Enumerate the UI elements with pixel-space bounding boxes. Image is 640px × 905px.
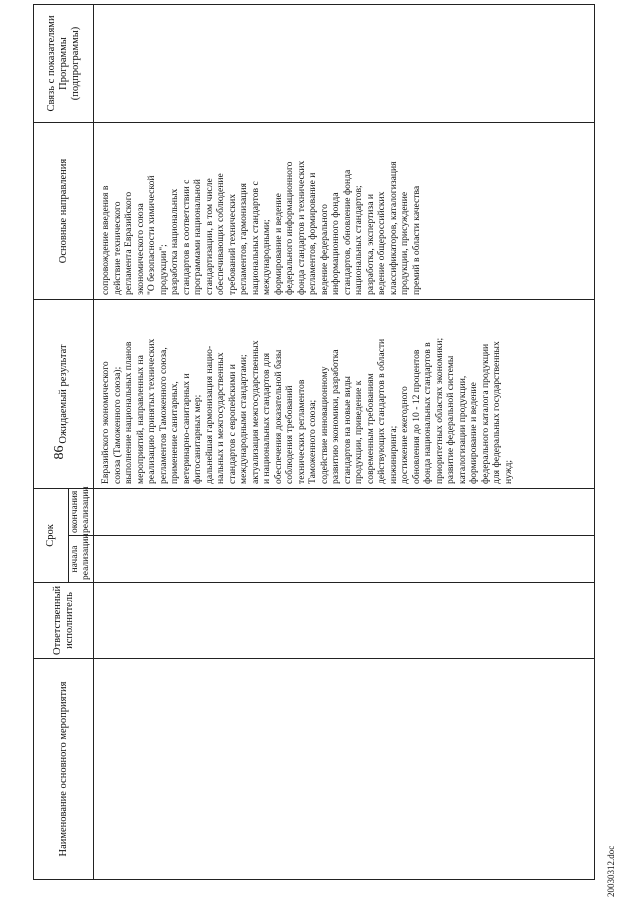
result-line: применение санитарных, bbox=[169, 381, 180, 484]
cell-executor bbox=[94, 583, 595, 659]
result-line: фитосанитарных мер; bbox=[192, 394, 203, 484]
result-line: союза (Таможенного союза); bbox=[111, 366, 123, 484]
result-line: продукции, приведение к bbox=[353, 380, 364, 484]
result-line: современным требованиям bbox=[364, 373, 376, 484]
page-number: 86 bbox=[52, 445, 67, 460]
result-line: инжиниринга; bbox=[387, 425, 399, 484]
result-line: соблюдения требований bbox=[284, 385, 295, 484]
result-line: актуализация межгосударственных bbox=[249, 340, 261, 484]
result-line: ветеринарно-санитарных и bbox=[180, 373, 192, 484]
header-program-link: Связь с показателями Программы (подпрограммы) bbox=[34, 4, 94, 122]
header-term-start: начала реализации bbox=[69, 536, 94, 583]
direction-line: стандартизации, в том числе bbox=[203, 178, 215, 295]
result-line: стандартов с европейскими и bbox=[226, 364, 238, 484]
result-line: каталогизации продукции, bbox=[456, 375, 468, 484]
direction-line: классификаторов, каталогизация bbox=[387, 161, 399, 295]
direction-line: премий в области качества bbox=[410, 185, 422, 295]
direction-line: разработка, экспертиза и bbox=[364, 194, 376, 295]
result-line: фонда национальных стандартов в bbox=[422, 342, 433, 484]
result-line: развитию экономики, разработка bbox=[330, 349, 341, 484]
result-line: действующих стандартов в области bbox=[376, 338, 387, 484]
result-line: нужд; bbox=[502, 460, 514, 484]
cell-term-start bbox=[94, 536, 595, 583]
result-line: обновления до 10 - 12 процентов bbox=[410, 349, 422, 484]
result-line: технических регламентов bbox=[295, 379, 307, 484]
result-line: нальных и межгосударственных bbox=[215, 352, 226, 484]
direction-line: регламента Евразийского bbox=[123, 191, 134, 295]
result-line: Евразийского экономического bbox=[100, 361, 111, 484]
result-line: международными стандартами; bbox=[238, 354, 249, 484]
header-expected-result: Ожидаемый результат bbox=[34, 299, 94, 488]
direction-line: ведение федерального bbox=[318, 204, 330, 295]
result-line: мероприятий, направленных на bbox=[134, 355, 146, 484]
cell-measure-name bbox=[94, 659, 595, 880]
header-main-directions: Основные направления bbox=[34, 122, 94, 299]
result-line: достижение ежегодного bbox=[399, 386, 410, 484]
result-line: обеспечения доказательной базы bbox=[272, 349, 284, 484]
direction-line: ведение общероссийских bbox=[376, 191, 387, 295]
direction-line: стандартов в соответствии с bbox=[180, 179, 192, 295]
direction-line: разработка национальных bbox=[169, 188, 180, 295]
result-line: и национальных стандартов для bbox=[261, 352, 272, 484]
header-term-end: окончания реализации bbox=[69, 488, 94, 535]
direction-line: действие технического bbox=[111, 201, 123, 295]
result-line: для федеральных государственных bbox=[491, 341, 502, 484]
result-line: Таможенного союза; bbox=[307, 399, 318, 484]
measures-table bbox=[33, 4, 595, 880]
direction-line: продукции"; bbox=[157, 244, 169, 295]
result-line: выполнение национальных планов bbox=[123, 341, 134, 484]
header-measure-name: Наименование основного мероприятия bbox=[34, 659, 94, 880]
direction-line: "О безопасности химической bbox=[146, 175, 157, 295]
direction-line: информационного фонда bbox=[330, 192, 341, 295]
direction-line: фонда стандартов и технических bbox=[295, 160, 307, 295]
result-line: регламентов Таможенного союза, bbox=[157, 347, 169, 484]
direction-line: продукции, присуждение bbox=[399, 191, 410, 295]
direction-line: сопровождение введения в bbox=[100, 185, 111, 295]
document-code: 20030312.doc bbox=[606, 845, 616, 897]
direction-line: регламентов, формирование и bbox=[307, 172, 318, 295]
direction-line: стандартов, обновление фонда bbox=[341, 169, 353, 295]
cell-program-link bbox=[94, 4, 595, 122]
direction-line: экономического союза bbox=[134, 203, 146, 295]
result-line: развитие федеральной системы bbox=[445, 355, 456, 484]
result-line: формирование и ведение bbox=[468, 382, 479, 484]
direction-line: формирование и ведение bbox=[272, 193, 284, 295]
result-line: реализацию принятых технических bbox=[146, 338, 157, 484]
direction-line: национальных стандартов с bbox=[249, 181, 261, 295]
cell-main-directions bbox=[94, 122, 595, 299]
header-term: Срок bbox=[34, 488, 69, 582]
cell-expected-result bbox=[94, 299, 595, 488]
result-line: федерального каталога продукции bbox=[479, 343, 491, 484]
direction-line: регламентов, гармонизация bbox=[238, 183, 249, 295]
result-line: дальнейшая гармонизация нацио- bbox=[203, 345, 215, 484]
cell-term-end bbox=[94, 488, 595, 535]
table-row bbox=[94, 4, 595, 879]
result-line: стандартов на новые виды bbox=[341, 376, 353, 484]
header-executor: Ответственный исполнитель bbox=[34, 583, 94, 659]
direction-line: международными; bbox=[261, 219, 272, 295]
result-line: содействие инновационному bbox=[318, 366, 330, 484]
direction-line: программами национальной bbox=[192, 179, 203, 295]
direction-line: федерального информационного bbox=[284, 161, 295, 295]
direction-line: обеспечивающих соблюдение bbox=[215, 173, 226, 295]
direction-line: требований технических bbox=[226, 193, 238, 295]
result-line: приоритетных областях экономики; bbox=[433, 337, 445, 484]
direction-line: национальных стандартов; bbox=[353, 185, 364, 295]
